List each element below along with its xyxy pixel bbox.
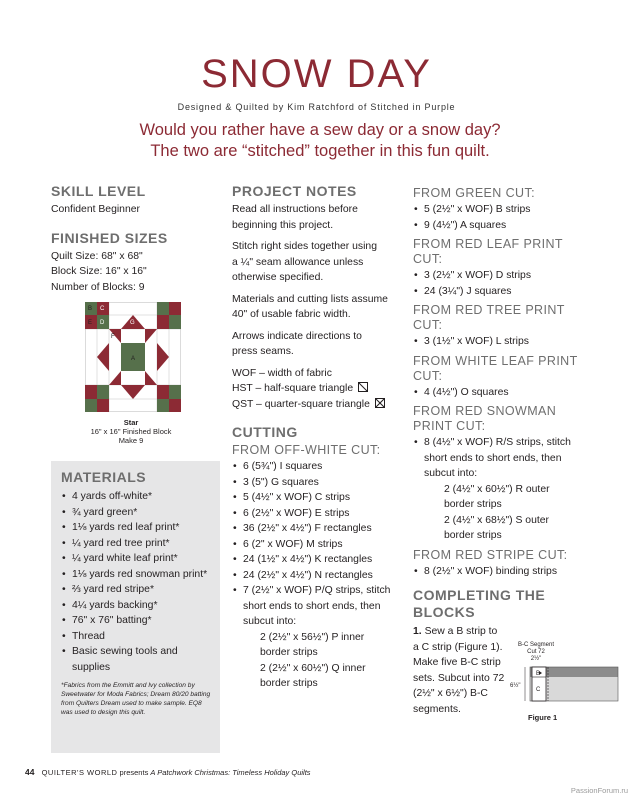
block-caption: [67, 418, 195, 445]
footer-presents: presents: [119, 768, 149, 777]
project-notes-heading: PROJECT NOTES: [232, 183, 357, 199]
hst-icon: [358, 382, 368, 392]
list-item: • Thread: [61, 629, 216, 645]
list-item: • ¾ yard green*: [61, 505, 216, 521]
intro-line-2: The two are “stitched” together in this fun quilt.: [150, 142, 490, 160]
figure-label: B-C Segment Cut 72 2½": [517, 642, 554, 662]
block-finished-size: 16" x 16" Finished Block: [90, 427, 172, 436]
bc-strip-diagram: [522, 665, 620, 705]
snowman-subcut-2: 2 (4½" x 68½") S outer border strips: [444, 514, 549, 541]
star-block-diagram: [85, 302, 181, 412]
note-paragraph: Arrows indicate directions to press seams.: [232, 330, 362, 357]
skill-level-value: Confident Beginner: [51, 204, 140, 215]
stripe-cut-list: [413, 564, 618, 580]
list-item: • 7 (2½" x WOF) P/Q strips, stitch short ends to short ends, then subcut into:: [232, 583, 394, 630]
note-paragraph: Read all instructions before beginning this project.: [232, 204, 358, 231]
list-item: • 8 (2½" x WOF) binding strips: [413, 564, 618, 580]
list-item: • ⅔ yard red stripe*: [61, 582, 216, 598]
materials-list: [61, 489, 216, 675]
offwhite-cut-list: [232, 459, 394, 630]
list-item: • 4¼ yards backing*: [61, 598, 216, 614]
cutting-heading: CUTTING: [232, 424, 298, 440]
offwhite-cut-heading: FROM OFF-WHITE CUT:: [232, 443, 381, 457]
footer-brand: QUILTER'S WORLD: [41, 768, 118, 777]
block-count: Number of Blocks: 9: [51, 281, 145, 293]
page-number: 44: [25, 767, 35, 777]
label-f: F: [111, 334, 115, 340]
list-item: • ¼ yard red tree print*: [61, 536, 216, 552]
whiteleaf-cut-list: [413, 385, 618, 401]
list-item: • 6 (2" x WOF) M strips: [232, 537, 394, 553]
note-paragraph: Stitch right sides together using a ¼" seam allowance unless otherwise specified.: [232, 241, 377, 283]
qst-definition: QST – quarter-square triangle: [232, 397, 402, 413]
fig-label-b: B: [536, 671, 541, 677]
list-item: • 3 (5") G squares: [232, 475, 394, 491]
wof-definition: WOF – width of fabric: [232, 367, 332, 379]
intro-text: [80, 120, 560, 162]
materials-section: [61, 469, 216, 717]
green-cut-heading: FROM GREEN CUT:: [413, 186, 535, 200]
list-item: • 1⅛ yards red snowman print*: [61, 567, 216, 583]
snowman-cut-list: [413, 435, 583, 482]
block-make-count: Make 9: [118, 436, 144, 445]
label-e: E: [88, 320, 93, 326]
finished-sizes-heading: FINISHED SIZES: [51, 229, 168, 246]
figure-1: [510, 640, 620, 730]
list-item: • 4 (4½") O squares: [413, 385, 618, 401]
label-c: C: [100, 306, 105, 312]
left-column: [51, 183, 221, 295]
figure-caption: Figure 1: [528, 713, 558, 722]
list-item: • 5 (4½" x WOF) C strips: [232, 490, 394, 506]
fig-label-c: C: [536, 687, 541, 693]
snowman-cut-heading: FROM RED SNOWMAN PRINT CUT:: [413, 404, 557, 433]
list-item: • 6 (5¾") I squares: [232, 459, 394, 475]
completing-heading: COMPLETING THE BLOCKS: [413, 587, 546, 620]
offwhite-subcut-1: 2 (2½" x 56½") P inner border strips: [260, 631, 365, 658]
list-item: • 1⅛ yards red leaf print*: [61, 520, 216, 536]
redtree-cut-heading: FROM RED TREE PRINT CUT:: [413, 303, 565, 332]
list-item: • Basic sewing tools and supplies: [61, 644, 181, 675]
materials-note: *Fabrics from the Emmitt and Ivy collection by Sweetwater for Moda Fabrics; Dream 80/20 batting from Quilters Dream used to make sample. EQ8 was used to design this quilt.: [61, 682, 211, 716]
green-cut-list: [413, 202, 618, 233]
figure-side-label: 6½": [510, 683, 521, 689]
footer: [25, 767, 311, 777]
skill-level-heading: SKILL LEVEL: [51, 183, 146, 199]
label-d: D: [100, 320, 105, 326]
list-item: • 9 (4½") A squares: [413, 218, 618, 234]
middle-column: [232, 183, 402, 692]
whiteleaf-cut-heading: FROM WHITE LEAF PRINT CUT:: [413, 353, 578, 383]
list-item: • 5 (2½" x WOF) B strips: [413, 202, 618, 218]
right-column: [413, 186, 618, 717]
watermark: PassionForum.ru: [570, 786, 628, 795]
step-1: 1. Sew a B strip to a C strip (Figure 1). Make five B-C strip sets. Subcut into 72 (2½" x 6½") B-C segments.: [413, 626, 505, 715]
page-title: SNOW DAY: [201, 52, 432, 96]
footer-issue: A Patchwork Christmas: Timeless Holiday Quilts: [150, 768, 311, 777]
snowman-subcut-1: 2 (4½" x 60½") R outer border strips: [444, 483, 550, 510]
offwhite-subcut-2: 2 (2½" x 60½") Q inner border strips: [260, 662, 366, 689]
redleaf-cut-heading: FROM RED LEAF PRINT CUT:: [413, 237, 563, 266]
list-item: • ¼ yard white leaf print*: [61, 551, 216, 567]
list-item: • 24 (3¼") J squares: [413, 284, 618, 300]
block-size: Block Size: 16" x 16": [51, 266, 147, 277]
stripe-cut-heading: FROM RED STRIPE CUT:: [413, 547, 568, 562]
redleaf-cut-list: [413, 268, 618, 299]
list-item: • 76" x 76" batting*: [61, 613, 216, 629]
label-g: G: [130, 320, 135, 326]
list-item: • 8 (4½" x WOF) R/S strips, stitch short ends to short ends, then subcut into:: [413, 435, 583, 482]
list-item: • 24 (2½" x 4½") N rectangles: [232, 568, 394, 584]
designer-credit: Designed & Quilted by Kim Ratchford of Stitched in Purple: [177, 102, 456, 112]
materials-heading: MATERIALS: [61, 469, 147, 485]
redtree-cut-list: [413, 334, 618, 350]
list-item: • 24 (1½" x 4½") K rectangles: [232, 552, 394, 568]
list-item: • 6 (2½" x WOF) E strips: [232, 506, 394, 522]
label-a: A: [131, 356, 136, 362]
intro-line-1: Would you rather have a sew day or a snow day?: [139, 121, 501, 139]
list-item: • 3 (1½" x WOF) L strips: [413, 334, 618, 350]
block-name: Star: [123, 418, 139, 427]
quilt-size: Quilt Size: 68" x 68": [51, 250, 143, 262]
hst-definition: HST – half-square triangle: [232, 381, 402, 397]
list-item: • 3 (2½" x WOF) D strips: [413, 268, 618, 284]
list-item: • 36 (2½" x 4½") F rectangles: [232, 521, 394, 537]
list-item: • 4 yards off-white*: [61, 489, 216, 505]
label-b: B: [88, 306, 93, 312]
qst-icon: [375, 398, 385, 408]
note-paragraph: Materials and cutting lists assume 40" of usable fabric width.: [232, 293, 388, 320]
